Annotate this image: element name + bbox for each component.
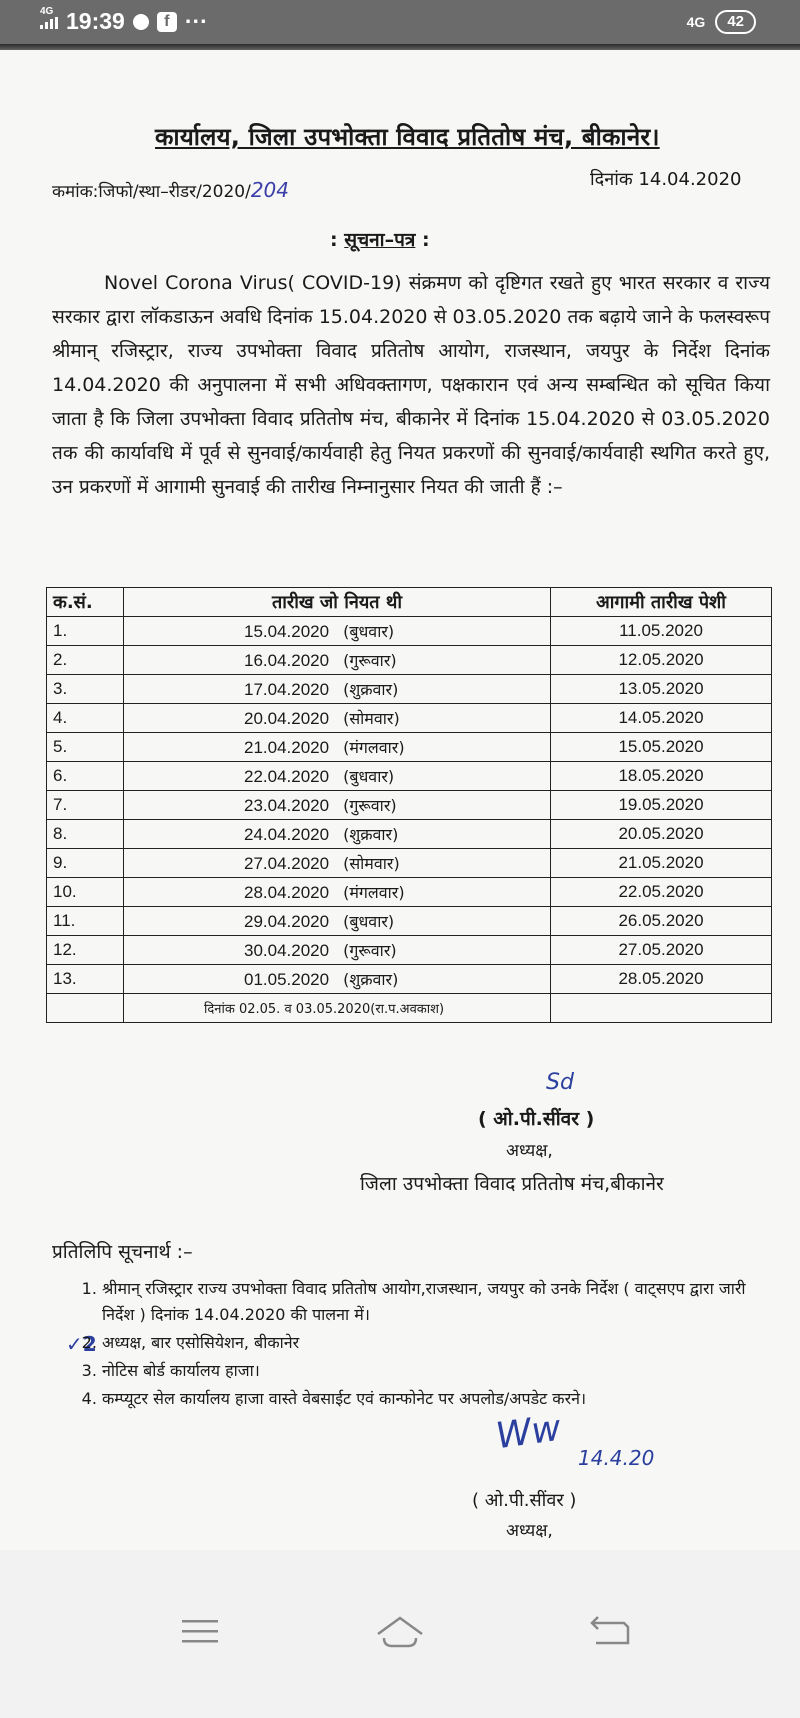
more-notifications: ··· [184, 8, 208, 34]
original-date: 29.04.2020 [244, 912, 330, 931]
weekday: (बुधवार) [343, 622, 395, 641]
menu-icon [180, 1617, 220, 1647]
sd-signature-mark: Sd [546, 1070, 574, 1095]
reference-prefix: कमांक:जिफो/स्था–रीडर/2020/ [52, 182, 251, 202]
next-date-cell: 11.05.2020 [551, 617, 772, 646]
back-icon [588, 1615, 632, 1649]
table-row [47, 849, 772, 878]
weekday: (सोमवार) [343, 854, 400, 873]
original-date: 24.04.2020 [244, 825, 330, 844]
table-row [47, 704, 772, 733]
next-date-cell: 15.05.2020 [551, 733, 772, 762]
header-original-date: तारीख जो नियत थी [124, 588, 551, 617]
table-row [47, 791, 772, 820]
weekday: (सोमवार) [343, 709, 400, 728]
serial-cell: 3. [47, 675, 124, 704]
serial-cell: 1. [47, 617, 124, 646]
data-saver-icon [133, 14, 149, 30]
next-date-cell: 28.05.2020 [551, 965, 772, 994]
table-body [47, 617, 772, 1023]
back-button[interactable] [580, 1602, 640, 1662]
table-row [47, 965, 772, 994]
original-date-cell [124, 965, 551, 994]
reference-handwritten: 204 [250, 178, 290, 202]
original-date: 01.05.2020 [244, 970, 330, 989]
next-date-cell: 18.05.2020 [551, 762, 772, 791]
original-date: 22.04.2020 [244, 767, 330, 786]
original-date-cell [124, 820, 551, 849]
original-date-cell [124, 849, 551, 878]
header-serial: क.सं. [47, 588, 124, 617]
original-date: 28.04.2020 [244, 883, 330, 902]
table-row [47, 878, 772, 907]
weekday: (बुधवार) [343, 912, 395, 931]
original-date-cell [124, 936, 551, 965]
signatory-name: ( ओ.पी.सींवर ) [478, 1108, 595, 1130]
reference-number [52, 178, 289, 202]
weekday: (बुधवार) [343, 767, 395, 786]
table-row [47, 617, 772, 646]
signal-icon [40, 7, 58, 32]
footnote-cell: दिनांक 02.05. व 03.05.2020(रा.प.अवकाश) [124, 994, 551, 1023]
copy-signatory-role: अध्यक्ष, [506, 1521, 553, 1541]
copy-list [80, 1276, 782, 1414]
original-date-cell [124, 791, 551, 820]
footnote-empty-cell [47, 994, 124, 1023]
battery-icon [715, 10, 756, 34]
original-date: 17.04.2020 [244, 680, 330, 699]
original-date: 21.04.2020 [244, 738, 330, 757]
serial-cell: 10. [47, 878, 124, 907]
serial-cell: 12. [47, 936, 124, 965]
original-date: 15.04.2020 [244, 622, 330, 641]
serial-cell: 5. [47, 733, 124, 762]
original-date-cell [124, 675, 551, 704]
next-date-cell: 19.05.2020 [551, 791, 772, 820]
table-footnote-row [47, 994, 772, 1023]
header-next-date: आगामी तारीख पेशी [551, 588, 772, 617]
original-date-cell [124, 704, 551, 733]
home-icon [374, 1614, 426, 1650]
table-row [47, 646, 772, 675]
weekday: (मंगलवार) [343, 738, 405, 757]
status-right [687, 10, 756, 34]
menu-button[interactable] [170, 1602, 230, 1662]
network-type-right: 4G [686, 14, 706, 30]
original-date: 30.04.2020 [244, 941, 330, 960]
next-date-cell: 20.05.2020 [551, 820, 772, 849]
status-bar [0, 0, 800, 44]
weekday: (गुरूवार) [343, 941, 397, 960]
original-date: 27.04.2020 [244, 854, 330, 873]
notice-body: Novel Corona Virus( COVID-19) संक्रमण को दृष्टिगत रखते हुए भारत सरकार व राज्य सरकार द्वारा लॉकडाऊन अवधि दिनांक 15.04.2020 से 03.05.2020 तक बढ़ाये जाने के फलस्वरूप श्रीमान् रजिस्ट्रार, राज्य उपभोक्ता विवाद प्रतितोष आयोग, राजस्थान, जयपुर के निर्देश दिनांक 14.04.2020 की अनुपालना में सभी अधिवक्तागण, पक्षकारान एवं अन्य सम्बन्धित को सूचित किया जाता है कि जिला उपभोक्ता विवाद प्रतितोष मंच, बीकानेर में दिनांक 15.04.2020 से 03.05.2020 तक की कार्यावधि में पूर्व से सुनवाई/कार्यवाही हेतु नियत प्रकरणों की सुनवाई/कार्यवाही स्थगित करते हुए, उन प्रकरणों में आगामी सुनवाई की तारीख निम्नानुसार नियत की जाती हैं :– [52, 272, 770, 498]
original-date-cell [124, 617, 551, 646]
original-date: 16.04.2020 [244, 651, 330, 670]
serial-cell: 8. [47, 820, 124, 849]
copy-signatory-name: ( ओ.पी.सींवर ) [472, 1490, 577, 1511]
copy-item: 2. अध्यक्ष, बार एसोसियेशन, बीकानेर [102, 1330, 782, 1356]
clock: 19:39 [66, 8, 125, 34]
next-date-cell: 22.05.2020 [551, 878, 772, 907]
serial-cell: 6. [47, 762, 124, 791]
original-date-cell [124, 762, 551, 791]
signatory-role: अध्यक्ष, [506, 1141, 553, 1161]
home-button[interactable] [370, 1602, 430, 1662]
document-title: कार्यालय, जिला उपभोक्ता विवाद प्रतितोष मंच, बीकानेर। [155, 123, 660, 151]
original-date-cell [124, 907, 551, 936]
document-date: दिनांक 14.04.2020 [590, 169, 742, 190]
next-date-cell: 21.05.2020 [551, 849, 772, 878]
next-date-cell: 27.05.2020 [551, 936, 772, 965]
table-row [47, 675, 772, 704]
next-date-cell: 12.05.2020 [551, 646, 772, 675]
network-type: 4G [40, 6, 54, 17]
copy-item: 3. नोटिस बोर्ड कार्यालय हाजा। [102, 1358, 782, 1384]
weekday: (शुक्रवार) [343, 970, 399, 989]
serial-cell: 7. [47, 791, 124, 820]
weekday: (मंगलवार) [343, 883, 405, 902]
serial-cell: 4. [47, 704, 124, 733]
footnote-empty-cell-2 [551, 994, 772, 1023]
serial-cell: 2. [47, 646, 124, 675]
copy-item: 4. कम्प्यूटर सेल कार्यालय हाजा वास्ते वेबसाईट एवं कान्फोनेट पर अपलोड/अपडेट करने। [102, 1386, 782, 1412]
original-date-cell [124, 733, 551, 762]
status-left [40, 8, 208, 35]
navigation-bar [0, 1550, 800, 1718]
table-row [47, 733, 772, 762]
serial-cell: 9. [47, 849, 124, 878]
original-date-cell [124, 646, 551, 675]
next-date-cell: 13.05.2020 [551, 675, 772, 704]
original-date: 20.04.2020 [244, 709, 330, 728]
weekday: (गुरूवार) [343, 651, 397, 670]
serial-cell: 11. [47, 907, 124, 936]
facebook-icon: f [157, 12, 177, 32]
table-header-row [47, 588, 772, 617]
table-row [47, 820, 772, 849]
copy-heading: प्रतिलिपि सूचनार्थ :– [52, 1241, 193, 1263]
table-row [47, 762, 772, 791]
handwritten-signature: Ww [493, 1407, 564, 1458]
weekday: (शुक्रवार) [343, 825, 399, 844]
battery-level: 42 [727, 13, 744, 30]
weekday: (शुक्रवार) [343, 680, 399, 699]
original-date-cell [124, 878, 551, 907]
weekday: (गुरूवार) [343, 796, 397, 815]
handwritten-tick: ✓2 [66, 1332, 97, 1356]
table-row [47, 936, 772, 965]
copy-item: 1. श्रीमान् रजिस्ट्रार राज्य उपभोक्ता विवाद प्रतितोष आयोग,राजस्थान, जयपुर को उनके निर्देश ( वाट्सएप द्वारा जारी निर्देश ) दिनांक 14.04.2020 की पालना में। [102, 1276, 782, 1328]
schedule-table [46, 587, 772, 1023]
next-date-cell: 26.05.2020 [551, 907, 772, 936]
original-date: 23.04.2020 [244, 796, 330, 815]
next-date-cell: 14.05.2020 [551, 704, 772, 733]
handwritten-signature-date: 14.4.20 [578, 1446, 655, 1470]
serial-cell: 13. [47, 965, 124, 994]
notice-heading-text: सूचना–पत्र [344, 229, 416, 251]
table-row [47, 907, 772, 936]
notice-heading: : सूचना–पत्र : [330, 229, 430, 251]
signatory-office: जिला उपभोक्ता विवाद प्रतितोष मंच,बीकानेर [360, 1173, 664, 1195]
